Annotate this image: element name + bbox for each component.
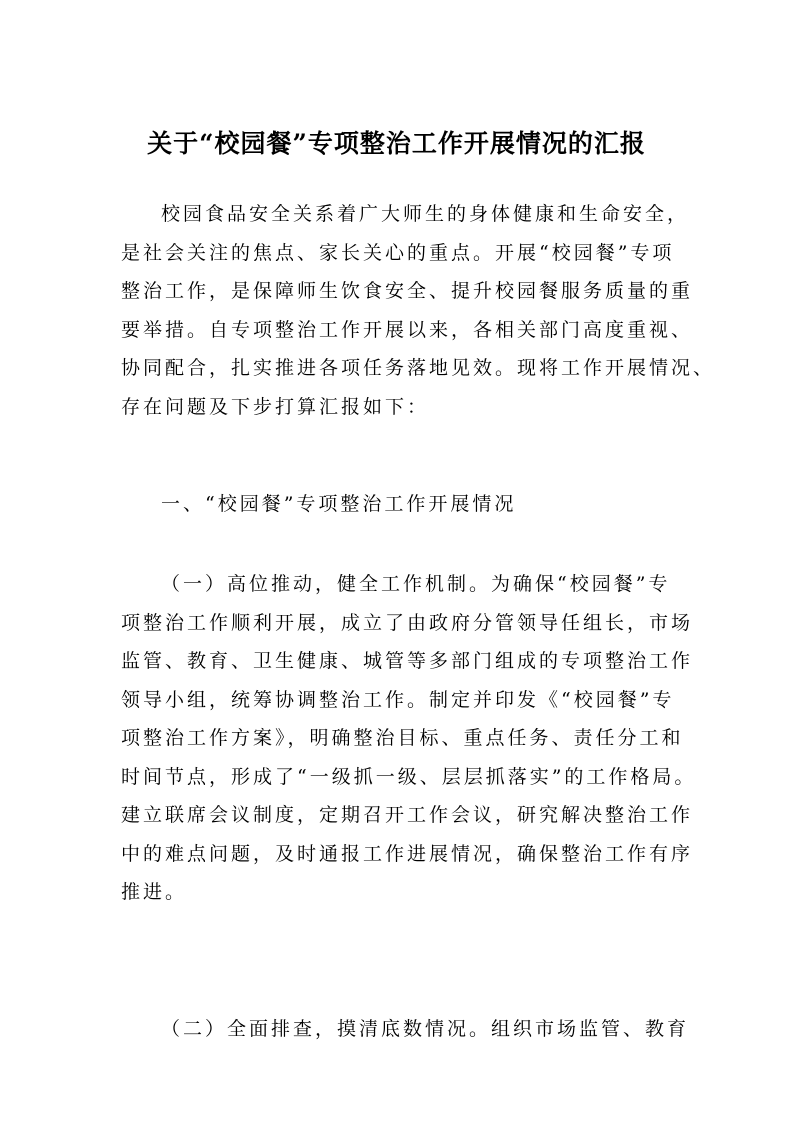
paragraph-line: 时间节点，形成了“一级抓一级、层层抓落实”的工作格局。 [121, 765, 697, 788]
paragraph-line: 监管、教育、卫生健康、城管等多部门组成的专项整治工作 [121, 650, 694, 672]
paragraph-line: 协同配合，扎实推进各项任务落地见效。现将工作开展情况、 [121, 357, 716, 379]
paragraph-line: 推进。 [121, 881, 188, 903]
section-paragraph-1 [121, 565, 697, 912]
section-paragraph-2 [121, 1010, 690, 1049]
paragraph-line: 存在问题及下步打算汇报如下： [121, 395, 430, 418]
paragraph-line: 建立联席会议制度，定期召开工作会议，研究解决整治工作 [121, 804, 694, 826]
paragraph-line: 校园食品安全关系着广大师生的身体健康和生命安全， [161, 203, 690, 225]
paragraph-line: （二）全面排查，摸清底数情况。组织市场监管、教育 [161, 1018, 690, 1040]
paragraph-line: 中的难点问题，及时通报工作进展情况，确保整治工作有序 [121, 842, 694, 865]
intro-paragraph [121, 195, 716, 426]
section-heading-text: 一、“校园餐”专项整治工作开展情况 [161, 493, 517, 515]
paragraph-line: 项整治工作方案》，明确整治目标、重点任务、责任分工和 [121, 727, 684, 749]
document-title: 关于“校园餐”专项整治工作开展情况的汇报 [147, 129, 646, 158]
paragraph-line: 项整治工作顺利开展，成立了由政府分管领导任组长，市场 [121, 611, 694, 634]
section-heading [121, 485, 681, 524]
paragraph-line: 是社会关注的焦点、家长关心的重点。开展“校园餐”专项 [121, 241, 675, 264]
paragraph-line: 领导小组，统筹协调整治工作。制定并印发《“校园餐”专 [121, 688, 675, 711]
paragraph-line: 整治工作，是保障师生饮食安全、提升校园餐服务质量的重 [121, 280, 694, 302]
paragraph-line: 要举措。自专项整治工作开展以来，各相关部门高度重视、 [121, 318, 694, 341]
paragraph-line: （一）高位推动，健全工作机制。为确保“校园餐”专 [161, 573, 671, 595]
